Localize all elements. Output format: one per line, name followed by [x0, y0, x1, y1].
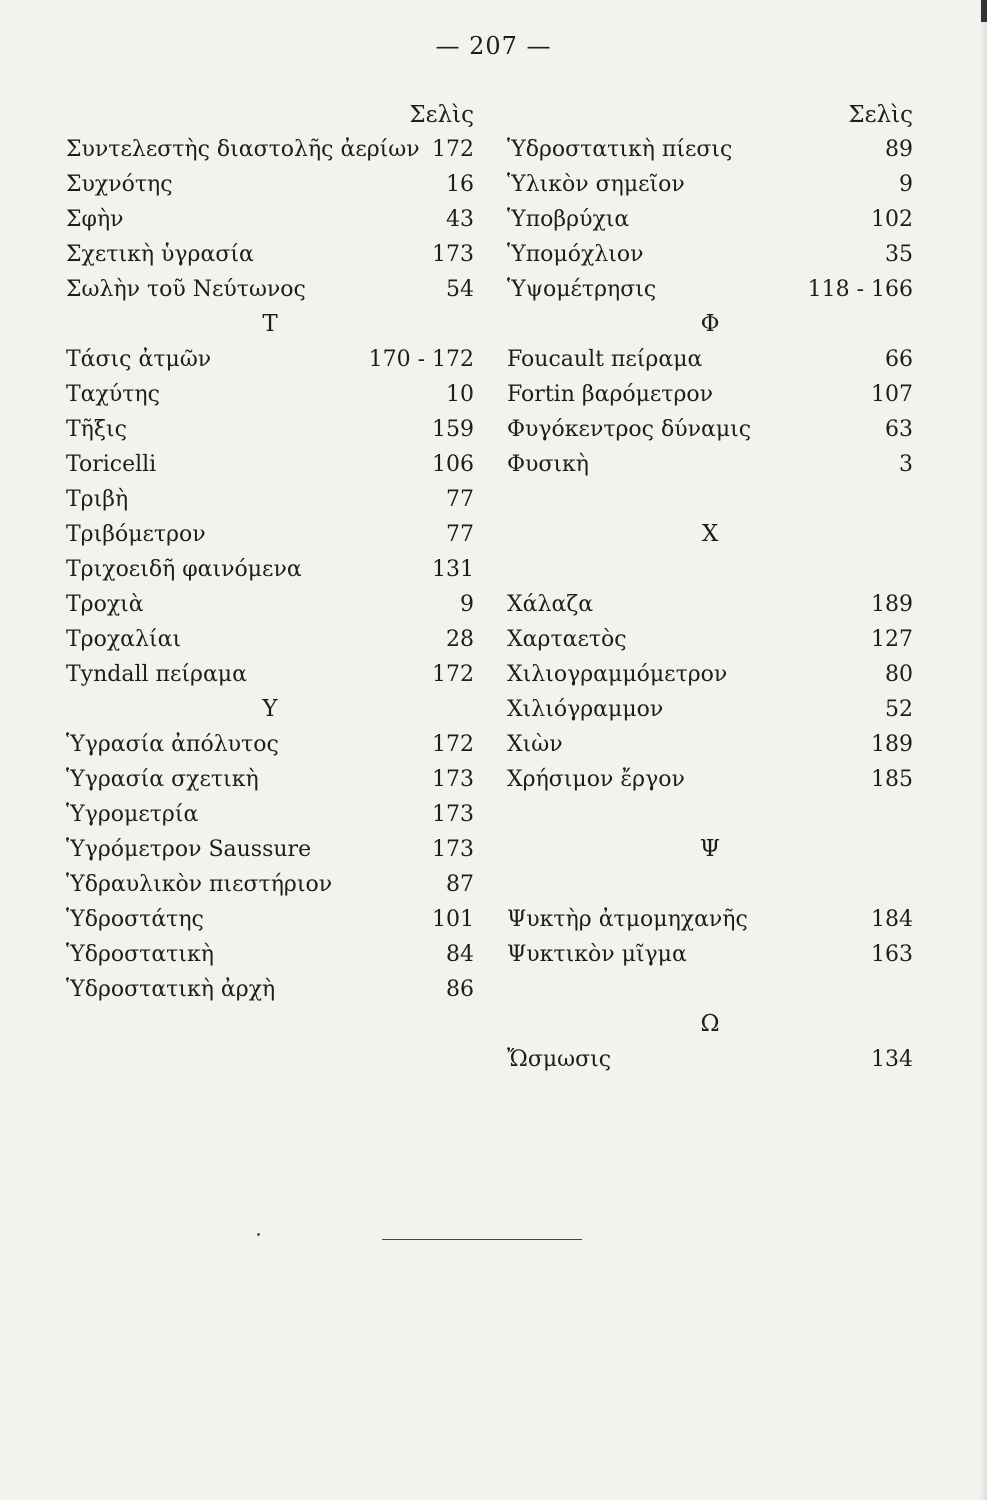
index-term: Ὑγρασία ἀπόλυτος	[66, 732, 279, 757]
index-entry	[507, 447, 913, 482]
page-number: — 207 —	[435, 32, 552, 60]
page-ref: 84	[446, 942, 474, 967]
page-ref: 131	[432, 557, 474, 582]
index-entry	[507, 1042, 913, 1077]
index-term: Σφὴν	[66, 207, 124, 232]
index-term: Ψυκτικὸν μῖγμα	[507, 942, 687, 967]
index-entry	[66, 797, 474, 832]
page-ref: 163	[871, 942, 913, 967]
section-letter: Ψ	[699, 836, 721, 862]
page-ref: 80	[885, 662, 913, 687]
index-entry	[66, 412, 474, 447]
page-ref: 102	[871, 207, 913, 232]
index-term: Σωλὴν τοῦ Νεύτωνος	[66, 277, 306, 302]
index-term: Ὑδροστατικὴ	[66, 942, 214, 967]
index-entry	[507, 377, 913, 412]
index-entry	[66, 657, 474, 692]
index-term: Τριβόμετρον	[66, 522, 206, 547]
page-ref: 189	[871, 592, 913, 617]
index-entry	[507, 272, 913, 307]
index-term: Toricelli	[66, 452, 157, 477]
index-term: Τῆξις	[66, 417, 127, 442]
section-letter: Υ	[262, 696, 278, 722]
spacer	[507, 552, 913, 587]
index-term: Foucault πείραμα	[507, 347, 703, 372]
index-term: Σχετικὴ ὑγρασία	[66, 242, 254, 267]
index-term: Ὑγρόμετρον Saussure	[66, 837, 312, 862]
index-term: Τριχοειδῆ φαινόμενα	[66, 557, 302, 582]
stray-dot	[257, 1233, 260, 1236]
index-entry	[507, 727, 913, 762]
page-ref: 172	[432, 732, 474, 757]
index-term: Συχνότης	[66, 172, 173, 197]
index-entry	[507, 937, 913, 972]
index-term: Ὑγρασία σχετικὴ	[66, 767, 259, 792]
page-ref: 173	[432, 837, 474, 862]
spacer	[507, 972, 913, 1007]
page-ref: 134	[871, 1047, 913, 1072]
index-term: Ὤσμωσις	[507, 1047, 612, 1072]
page-ref: 77	[446, 522, 474, 547]
page-ref: 172	[432, 137, 474, 162]
column-header-left: Σελὶς	[409, 102, 474, 128]
page-ref: 3	[899, 452, 913, 477]
index-entry	[66, 272, 474, 307]
index-entry	[507, 167, 913, 202]
page-ref: 172	[432, 662, 474, 687]
page-ref: 43	[446, 207, 474, 232]
index-entry	[66, 167, 474, 202]
spacer	[507, 482, 913, 517]
page-ref: 28	[446, 627, 474, 652]
index-term: Χιὼν	[507, 732, 563, 757]
index-entry	[507, 132, 913, 167]
index-entry	[66, 937, 474, 972]
index-entry	[66, 132, 474, 167]
page-ref: 106	[432, 452, 474, 477]
index-term: Χιλιογραμμόμετρον	[507, 662, 728, 687]
index-term: Φυγόκεντρος δύναμις	[507, 417, 752, 442]
page-ref: 159	[432, 417, 474, 442]
page-ref: 52	[885, 697, 913, 722]
index-entry	[66, 832, 474, 867]
end-rule	[382, 1239, 582, 1240]
index-entry	[66, 482, 474, 517]
index-column-left	[66, 98, 474, 1007]
page-ref: 10	[446, 382, 474, 407]
index-entry	[66, 552, 474, 587]
index-entry	[507, 622, 913, 657]
index-entry	[66, 727, 474, 762]
page-ref: 9	[460, 592, 474, 617]
index-entry	[507, 902, 913, 937]
index-term: Tyndall πείραμα	[66, 662, 247, 687]
index-term: Ὑδροστατικὴ πίεσις	[507, 137, 733, 162]
page-ref: 173	[432, 802, 474, 827]
page-ref: 54	[446, 277, 474, 302]
index-list-right	[507, 132, 913, 1077]
column-header-right: Σελὶς	[848, 102, 913, 128]
page-ref: 184	[871, 907, 913, 932]
index-entry	[66, 447, 474, 482]
index-entry	[66, 517, 474, 552]
page-ref: 66	[885, 347, 913, 372]
index-entry	[507, 237, 913, 272]
spacer	[507, 797, 913, 832]
section-letter: Φ	[700, 311, 720, 337]
index-entry	[66, 622, 474, 657]
index-term: Τροχιὰ	[66, 592, 144, 617]
index-entry	[507, 412, 913, 447]
index-entry	[507, 342, 913, 377]
page-ref: 173	[432, 242, 474, 267]
page-ref: 107	[871, 382, 913, 407]
index-term: Ὑδροστατικὴ ἀρχὴ	[66, 977, 276, 1002]
index-term: Χρήσιμον ἔργον	[507, 767, 685, 792]
index-term: Χιλιόγραμμον	[507, 697, 664, 722]
index-term: Ὑπομόχλιον	[507, 242, 644, 267]
index-term: Τροχαλίαι	[66, 627, 182, 652]
index-term: Συντελεστὴς διαστολῆς ἀερίων	[66, 137, 420, 162]
page-ref: 101	[432, 907, 474, 932]
page-ref: 127	[871, 627, 913, 652]
page-ref: 16	[446, 172, 474, 197]
page-ref: 63	[885, 417, 913, 442]
index-term: Χάλαζα	[507, 592, 594, 617]
index-term: Ψυκτὴρ ἀτμομηχανῆς	[507, 907, 748, 932]
section-letter: Χ	[701, 521, 719, 547]
index-term: Τριβὴ	[66, 487, 129, 512]
index-term: Ταχύτης	[66, 382, 160, 407]
index-entry	[66, 377, 474, 412]
index-entry	[507, 202, 913, 237]
index-term: Χαρταετὸς	[507, 627, 627, 652]
index-term: Ὑψομέτρησις	[507, 277, 657, 302]
page-ref: 118 - 166	[807, 277, 913, 302]
index-term: Ὑλικὸν σημεῖον	[507, 172, 685, 197]
index-list-left	[66, 132, 474, 1007]
page-ref: 185	[871, 767, 913, 792]
index-entry	[66, 762, 474, 797]
page-ref: 189	[871, 732, 913, 757]
index-entry	[507, 692, 913, 727]
page-ref: 86	[446, 977, 474, 1002]
index-term: Ὑδροστάτης	[66, 907, 204, 932]
page-ref: 9	[899, 172, 913, 197]
page-edge-shadow	[979, 0, 987, 1500]
page-ref: 173	[432, 767, 474, 792]
index-entry	[66, 342, 474, 377]
index-term: Ὑγρομετρία	[66, 802, 199, 827]
index-entry	[507, 657, 913, 692]
index-entry	[66, 237, 474, 272]
page-ref: 170 - 172	[368, 347, 474, 372]
index-term: Ὑποβρύχια	[507, 207, 630, 232]
page-edge-mark	[981, 0, 987, 22]
index-term: Τάσις ἀτμῶν	[66, 347, 212, 372]
page-ref: 87	[446, 872, 474, 897]
index-column-right	[507, 98, 913, 1077]
section-letter: Τ	[262, 311, 278, 337]
index-term: Φυσικὴ	[507, 452, 589, 477]
index-entry	[66, 867, 474, 902]
index-entry	[66, 202, 474, 237]
page-ref: 89	[885, 137, 913, 162]
page-ref: 35	[885, 242, 913, 267]
section-letter: Ω	[700, 1011, 720, 1037]
spacer	[507, 867, 913, 902]
index-entry	[507, 762, 913, 797]
index-entry	[66, 587, 474, 622]
index-entry	[66, 972, 474, 1007]
index-entry	[507, 587, 913, 622]
index-term: Fortin βαρόμετρον	[507, 382, 714, 407]
index-entry	[66, 902, 474, 937]
index-term: Ὑδραυλικὸν πιεστήριον	[66, 872, 333, 897]
page-ref: 77	[446, 487, 474, 512]
